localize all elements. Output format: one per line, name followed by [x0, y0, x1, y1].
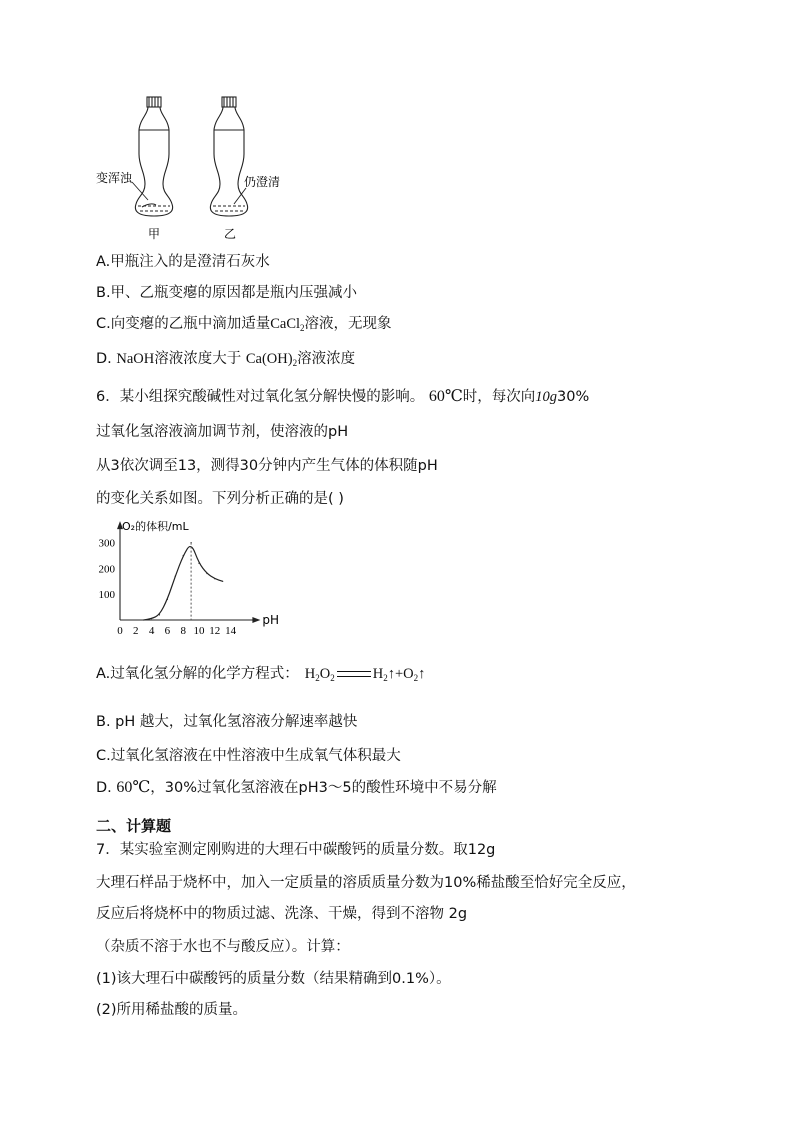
q6-eq-right	[373, 666, 426, 682]
caption-yi: 乙	[224, 227, 237, 241]
data-point	[143, 619, 144, 620]
o2-volume-chart	[92, 518, 322, 640]
label-turbid: 变浑浊	[96, 171, 133, 185]
q6-stem-line3: 从3依次调至13，测得30分钟内产生气体的体积随pH	[96, 458, 438, 474]
q6-conc: 30%	[557, 389, 590, 405]
data-point	[222, 581, 223, 582]
data-point	[198, 563, 199, 564]
eq-o2-sub: 2	[413, 673, 419, 683]
q5-option-d-prefix: D.	[96, 351, 112, 367]
q6-option-c: C.过氧化氢溶液在中性溶液中生成氧气体积最大	[96, 748, 401, 764]
section-heading-calc: 二、计算题	[96, 817, 172, 835]
q5-option-c-prefix: C.向变瘪的乙瓶中滴加适量	[96, 316, 271, 332]
q6-option-b: B. pH 越大，过氧化氢溶液分解速率越快	[96, 714, 358, 730]
x-axis-label: pH	[262, 613, 280, 627]
data-point	[167, 599, 168, 600]
x-tick-label: 4	[148, 625, 155, 637]
y-tick-label: 100	[98, 589, 115, 602]
y-axis-label: O₂的体积/mL	[122, 520, 189, 534]
x-tick-label: 14	[225, 625, 237, 637]
x-tick-label: 6	[164, 625, 171, 637]
eq-arrow-bar	[337, 671, 371, 677]
q6-temp: 60℃	[428, 388, 463, 405]
data-point	[175, 576, 176, 577]
data-point	[183, 555, 184, 556]
eq-sub2: 2	[330, 673, 335, 683]
data-point	[206, 573, 207, 574]
q7-line2: 大理石样品于烧杯中，加入一定质量的溶质质量分数为10%稀盐酸至恰好完全反应，	[96, 875, 636, 891]
q5-option-d-sub: 2	[292, 358, 298, 368]
q5-option-c-sub: 2	[300, 323, 305, 333]
q5-option-c-formula: CaCl	[270, 316, 301, 332]
x-tick-label: 8	[180, 625, 186, 637]
q6-option-d-prefix: D.	[96, 780, 112, 796]
q6-stem-a: 6．某小组探究酸碱性对过氧化氢分解快慢的影响。	[96, 389, 425, 405]
bottle-yi	[210, 97, 247, 216]
eq-h: H	[304, 666, 316, 682]
q6-option-a-prefix: A.过氧化氢分解的化学方程式：	[96, 666, 299, 682]
data-point	[151, 618, 152, 619]
x-tick-label: 10	[193, 625, 205, 637]
q6-option-a	[96, 664, 425, 684]
series-line-o2-volume	[144, 547, 223, 620]
data-point	[159, 614, 160, 615]
q5-option-c-suffix: 溶液，无现象	[304, 316, 392, 332]
q6-stem-line2: 过氧化氢溶液滴加调节剂，使溶液的pH	[96, 424, 349, 440]
eq-sub1: 2	[315, 673, 320, 683]
q7-line3: 反应后将烧杯中的物质过滤、洗涤、干燥，得到不溶物 2g	[96, 906, 468, 922]
q5-option-d-formula2: Ca(OH)	[245, 351, 293, 367]
q5-option-d-formula1: NaOH	[116, 351, 155, 367]
q7-sub1: (1)该大理石中碳酸钙的质量分数（结果精确到0.1%）。	[96, 971, 451, 987]
q5-option-d-suffix: 溶液浓度	[297, 351, 356, 367]
q6-stem-b: 时，每次向	[462, 389, 536, 405]
y-tick-label: 300	[98, 537, 115, 550]
data-point	[214, 578, 215, 579]
q5-option-a: A.甲瓶注入的是澄清石灰水	[96, 254, 270, 270]
eq-up1: ↑+O	[387, 666, 414, 682]
q6-stem-line4: 的变化关系如图。下列分析正确的是( )	[96, 491, 344, 507]
bottle-jia	[135, 97, 172, 216]
q6-option-d	[96, 778, 497, 798]
x-axis-arrow	[252, 617, 260, 623]
eq-o: O	[319, 666, 331, 682]
bottles-figure	[96, 92, 296, 244]
eq-up2: ↑	[418, 666, 426, 682]
label-clear: 仍澄清	[244, 175, 281, 189]
q6-stem-line1	[96, 387, 589, 407]
eq-h2-sub: 2	[383, 673, 388, 683]
y-tick-label: 200	[98, 563, 115, 576]
q5-option-b: B.甲、乙瓶变瘪的原因都是瓶内压强减小	[96, 285, 358, 301]
x-tick-label: 12	[209, 625, 221, 637]
x-tick-label: 0	[117, 625, 123, 637]
q6-mass: 10g	[535, 389, 557, 405]
q5-option-c	[96, 314, 392, 334]
q6-option-d-temp: 60℃	[116, 779, 151, 796]
q7-line1: 7．某实验室测定刚购进的大理石中碳酸钙的质量分数。取12g	[96, 842, 496, 858]
eq-h2: H	[372, 666, 384, 682]
q5-option-d-mid: 溶液浓度大于	[154, 351, 242, 367]
caption-jia: 甲	[148, 227, 161, 241]
q5-option-d	[96, 349, 355, 369]
q6-option-d-suffix: ，30%过氧化氢溶液在pH3～5的酸性环境中不易分解	[150, 780, 497, 796]
x-tick-label: 2	[133, 625, 139, 637]
q7-sub2: (2)所用稀盐酸的质量。	[96, 1002, 248, 1018]
q7-line4: （杂质不溶于水也不与酸反应）。计算：	[96, 939, 350, 955]
q6-eq-left	[305, 666, 335, 682]
